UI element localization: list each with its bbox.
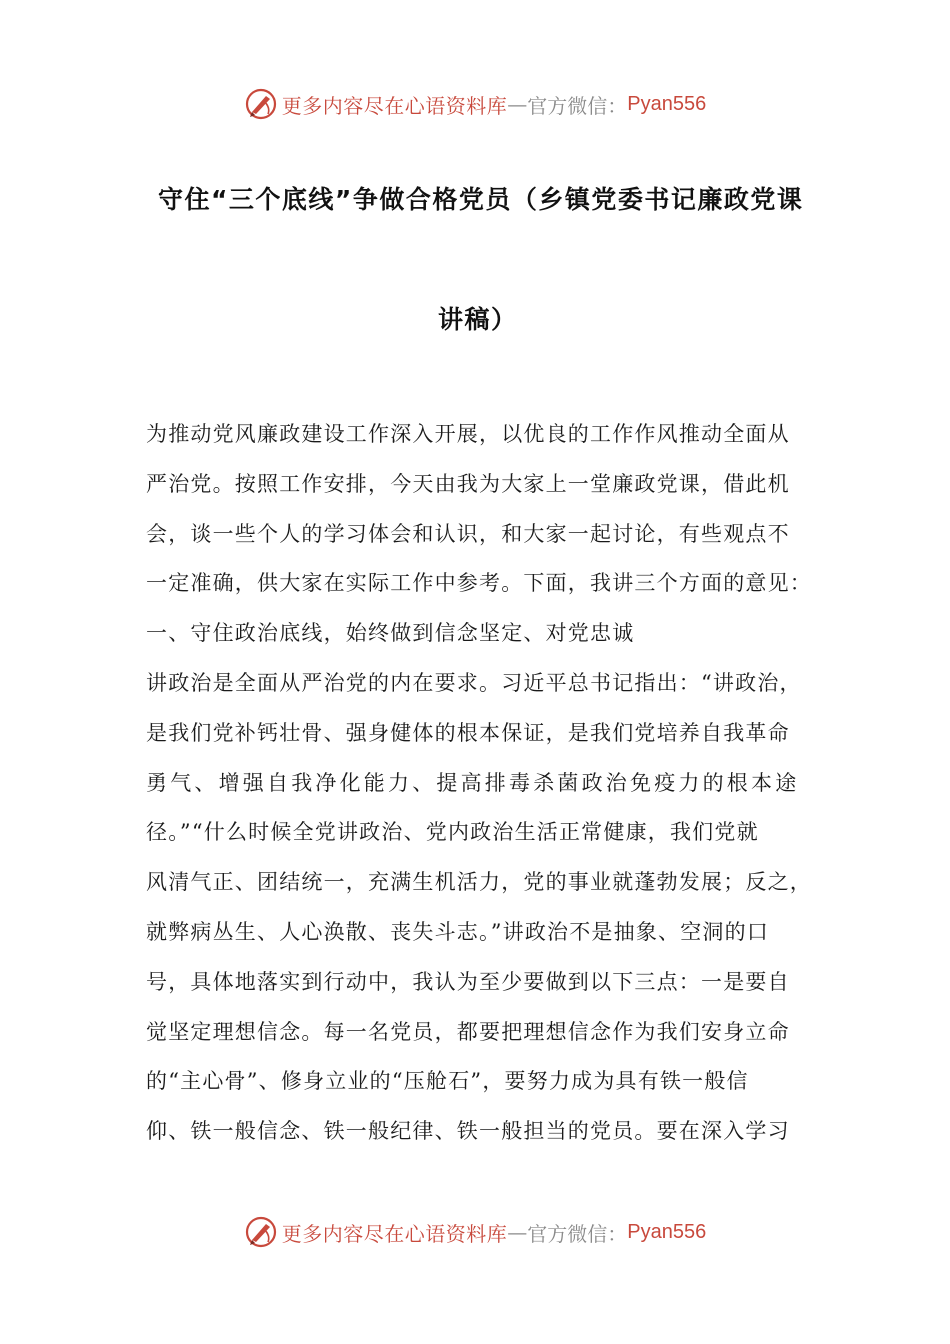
document-title-line-1: 守住“三个底线”争做合格党员（乡镇党委书记廉政党课: [158, 185, 804, 214]
watermark-text: 更多内容尽在心语资料库: [281, 1221, 508, 1246]
document-body: [146, 414, 812, 1161]
watermark-wechat-id: Pyan556: [627, 92, 707, 115]
watermark-dash: —: [507, 1220, 528, 1244]
body-line: 觉坚定理想信念。每一名党员，都要把理想信念作为我们安身立命: [146, 1019, 790, 1044]
watermark-banner-top: [0, 82, 950, 126]
body-line: 号，具体地落实到行动中，我认为至少要做到以下三点：一是要自: [146, 969, 790, 994]
body-line: 严治党。按照工作安排，今天由我为大家上一堂廉政党课，借此机: [146, 471, 790, 496]
body-line: 径。”“什么时候全党讲政治、党内政治生活正常健康，我们党就: [146, 820, 759, 845]
body-line: 会，谈一些个人的学习体会和认识，和大家一起讨论，有些观点不: [146, 521, 790, 546]
body-line: 风清气正、团结统一，充满生机活力，党的事业就蓬勃发展；反之，: [146, 870, 812, 895]
body-line: 仰、铁一般信念、铁一般纪律、铁一般担当的党员。要在深入学习: [146, 1119, 790, 1144]
watermark-banner-bottom: [0, 1210, 950, 1254]
watermark-label: 官方微信：: [527, 93, 628, 118]
pen-logo-icon: [244, 1215, 278, 1249]
document-title-line-2: 讲稿）: [438, 305, 518, 334]
pen-logo-icon: [244, 87, 278, 121]
section-heading: 一、守住政治底线，始终做到信念坚定、对党忠诚: [146, 621, 635, 646]
watermark-wechat-id: Pyan556: [627, 1220, 707, 1243]
body-line: 讲政治是全面从严治党的内在要求。习近平总书记指出：“讲政治，: [146, 670, 802, 695]
body-line: 一定准确，供大家在实际工作中参考。下面，我讲三个方面的意见：: [146, 571, 812, 596]
body-line: 勇气、增强自我净化能力、提高排毒杀菌政治免疫力的根本途: [146, 770, 800, 795]
body-line: 是我们党补钙壮骨、强身健体的根本保证，是我们党培养自我革命: [146, 720, 790, 745]
watermark-label: 官方微信：: [527, 1221, 628, 1246]
body-line: 的“主心骨”、修身立业的“压舱石”，要努力成为具有铁一般信: [146, 1069, 749, 1094]
watermark-dash: —: [507, 92, 528, 116]
watermark-text: 更多内容尽在心语资料库: [281, 93, 508, 118]
body-line: 为推动党风廉政建设工作深入开展，以优良的工作作风推动全面从: [146, 422, 790, 446]
body-line: 就弊病丛生、人心涣散、丧失斗志。”讲政治不是抽象、空洞的口: [146, 919, 770, 944]
